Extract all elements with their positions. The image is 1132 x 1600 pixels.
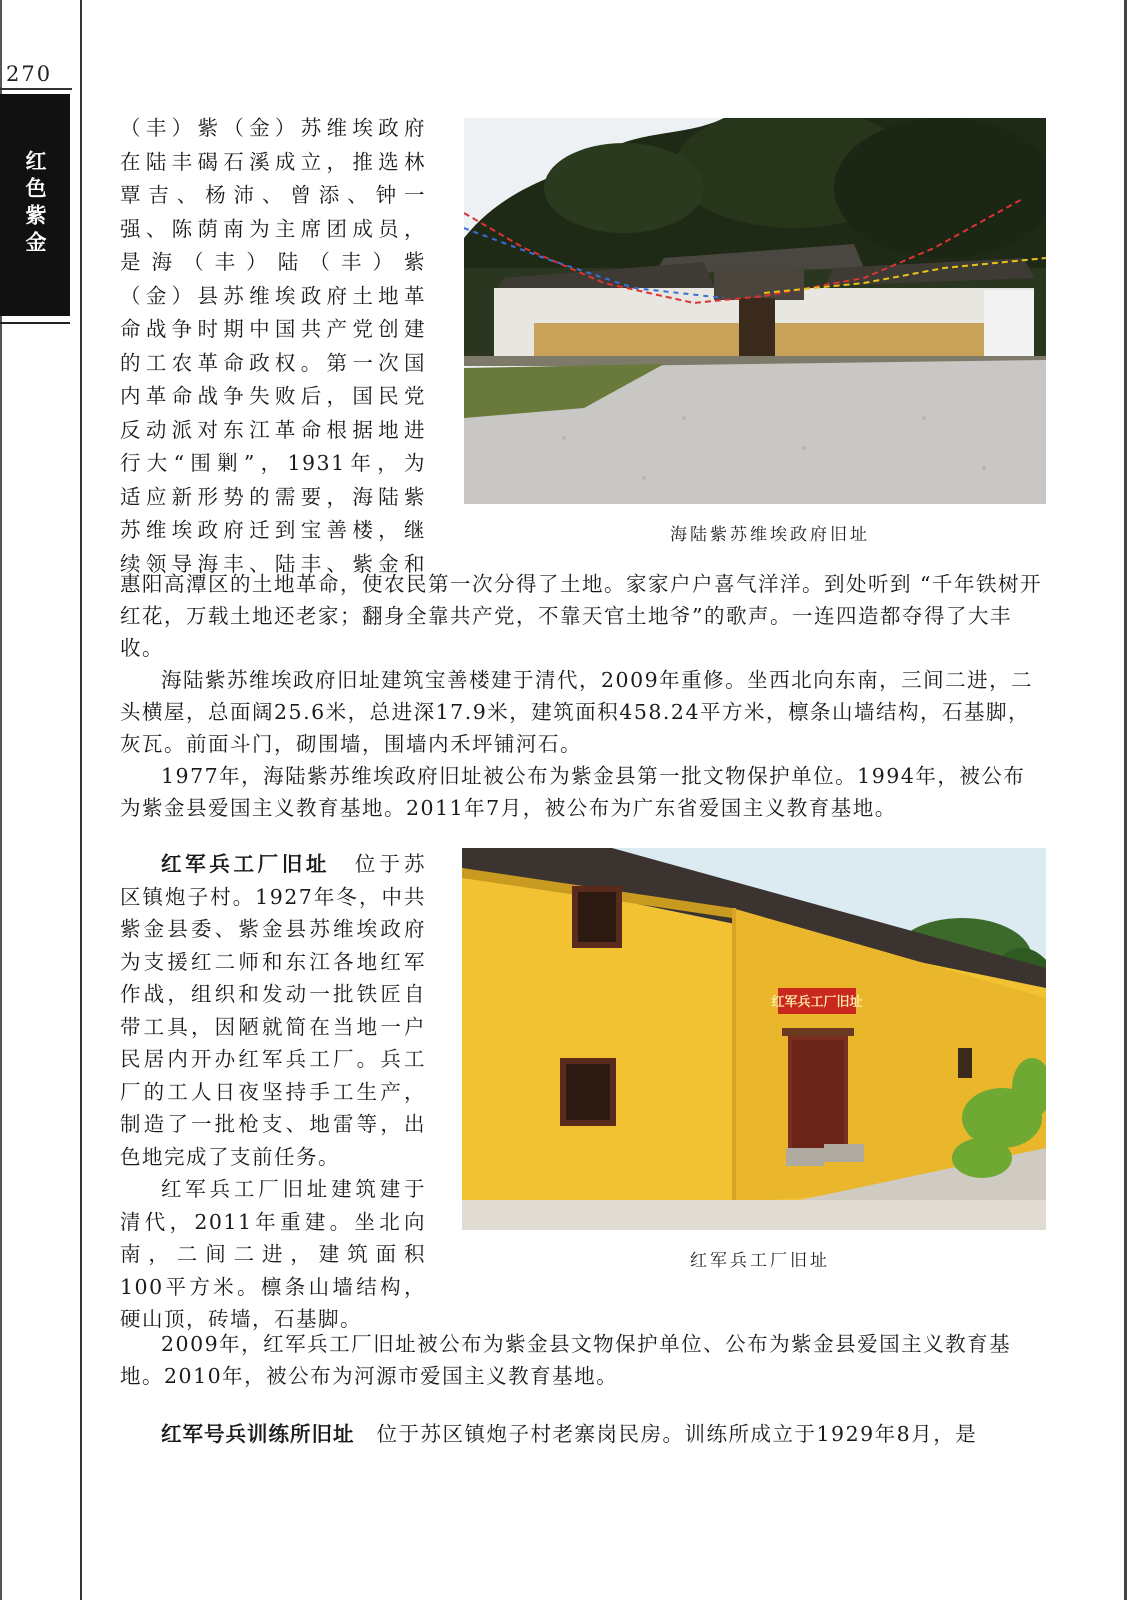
page-number: 270	[6, 62, 53, 86]
text-line: 民居内开办红军兵工厂。兵工	[120, 1047, 426, 1071]
chapter-side-tab	[0, 94, 70, 316]
text-line: （丰）紫（金）苏维埃政府	[120, 116, 426, 140]
chapter-side-tab-label: 红色紫金	[23, 150, 47, 258]
text-line: 内革命战争失败后，国民党	[120, 384, 426, 408]
text-line: 区镇炮子村。1927年冬，中共	[120, 884, 426, 909]
paragraph-arsenal-status: 2009年，红军兵工厂旧址被公布为紫金县文物保护单位、公布为紫金县爱国主义教育基地。2010年，被公布为河源市爱国主义教育基地。	[120, 1332, 1012, 1388]
soviet-government-site-photo	[464, 118, 1046, 504]
red-army-arsenal-photo	[462, 848, 1046, 1230]
section2-title: 红军兵工厂旧址	[161, 852, 331, 876]
margin-rule	[80, 0, 82, 1600]
text-line: 覃吉、杨沛、曾添、钟一	[120, 183, 426, 207]
text-line: 的工农革命政权。第一次国	[120, 350, 426, 375]
text-line: 厂的工人日夜坚持手工生产，	[120, 1079, 426, 1104]
page-number-rule	[0, 88, 72, 90]
page-binding-edge	[1124, 0, 1127, 1600]
section2-column	[120, 848, 426, 1336]
text-line: 南，二间二进，建筑面积	[120, 1242, 426, 1266]
text-line: 在陆丰碣石溪成立，推选林	[120, 149, 426, 174]
photo-caption-soviet-site: 海陆紫苏维埃政府旧址	[670, 525, 870, 545]
text-line: 行大“围剿”，1931年，为	[120, 451, 426, 475]
text-line: 是海（丰）陆（丰）紫	[120, 250, 426, 274]
section1-column	[120, 112, 426, 581]
section2-first-line-text: 位于苏	[354, 852, 427, 876]
text-line: 命战争时期中国共产党创建	[120, 317, 426, 341]
text-line: 续领导海丰、陆丰、紫金和	[120, 551, 426, 576]
text-line: 为支援红二师和东江各地红军	[120, 949, 426, 974]
paragraph-building-description: 海陆紫苏维埃政府旧址建筑宝善楼建于清代，2009年重修。坐西北向东南，三间二进，二头横屋，总面阔25.6米，总进深17.9米，建筑面积458.24平方米，檩条山墙结构，石基脚，灰瓦。前面斗门，砌围墙，围墙内禾坪铺河石。	[120, 668, 1034, 756]
text-line: 硬山顶，砖墙，石基脚。	[120, 1307, 362, 1331]
text-line: 苏维埃政府迁到宝善楼，继	[120, 518, 426, 542]
paragraph-protection-status: 1977年，海陆紫苏维埃政府旧址被公布为紫金县第一批文物保护单位。1994年，被公布为紫金县爱国主义教育基地。2011年7月，被公布为广东省爱国主义教育基地。	[120, 764, 1026, 820]
text-line: 清代，2011年重建。坐北向	[120, 1209, 426, 1234]
text-line: 反动派对东江革命根据地进	[120, 417, 426, 442]
section3-title: 红军号兵训练所旧址	[161, 1422, 355, 1446]
text-line: 作战，组织和发动一批铁匠自	[120, 982, 426, 1006]
section1-continuation: 惠阳高潭区的土地革命，使农民第一次分得了土地。家家户户喜气洋洋。到处听到 “千年铁树开红花，万载土地还老家；翻身全靠共产党，不靠天官土地爷”的歌声。一连四造都夺得了大丰收。	[120, 572, 1042, 660]
text-line: 强、陈荫南为主席团成员，	[120, 216, 426, 241]
text-line: （金）县苏维埃政府土地革	[120, 283, 426, 308]
text-line: 制造了一批枪支、地雷等，出	[120, 1112, 426, 1136]
text-line: 紫金县委、紫金县苏维埃政府	[120, 917, 426, 941]
arsenal-sign: 红军兵工厂旧址	[771, 995, 863, 1010]
red-army-arsenal-illustration	[462, 848, 1046, 1230]
photo-caption-arsenal: 红军兵工厂旧址	[690, 1251, 830, 1271]
text-line: 色地完成了支前任务。	[120, 1144, 340, 1169]
section3-text: 位于苏区镇炮子村老寨岗民房。训练所成立于1929年8月，是	[376, 1422, 978, 1446]
soviet-government-site-illustration	[464, 118, 1046, 504]
section3-first-line	[120, 1418, 1046, 1450]
text-line: 带工具，因陋就简在当地一户	[120, 1014, 426, 1039]
side-tab-rule	[0, 322, 70, 324]
section2-first-line	[120, 848, 426, 881]
text-line: 红军兵工厂旧址建筑建于	[161, 1177, 426, 1201]
text-line: 适应新形势的需要，海陆紫	[120, 484, 426, 509]
text-line: 100平方米。檩条山墙结构，	[120, 1274, 426, 1299]
